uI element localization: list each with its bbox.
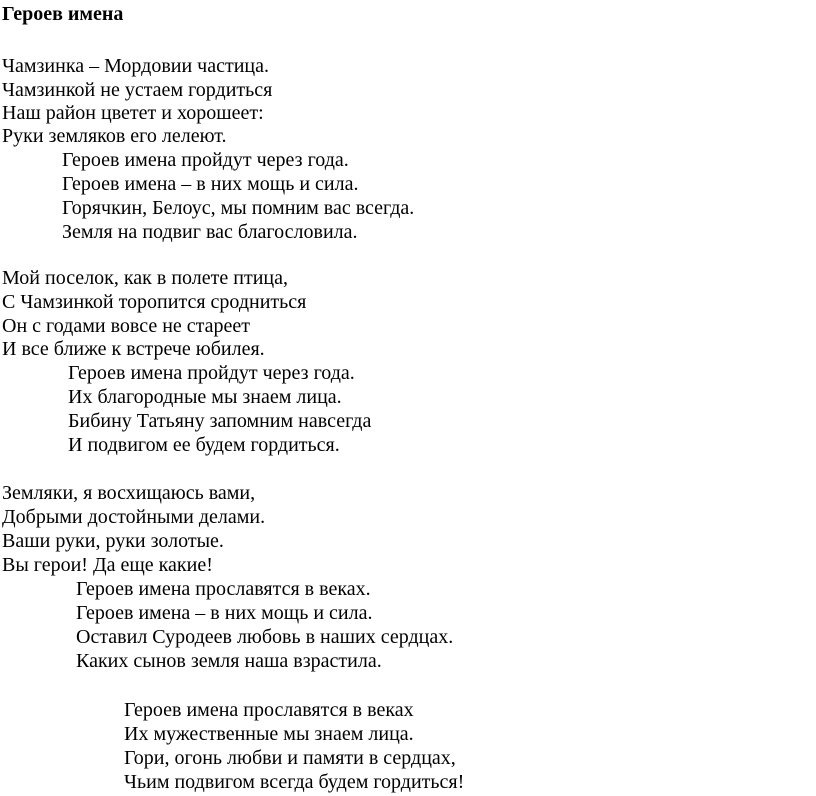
- stanza-2-line-1: Мой поселок, как в полете птица,: [2, 267, 288, 289]
- stanza-1-line-1: Чамзинка – Мордовии частица.: [2, 55, 270, 77]
- stanza-1-refrain-3: Горячкин, Белоус, мы помним вас всегда.: [62, 197, 415, 219]
- stanza-1-refrain-1: Героев имена пройдут через года.: [62, 149, 349, 171]
- stanza-1-refrain-4: Земля на подвиг вас благословила.: [62, 221, 358, 243]
- stanza-2-refrain-1: Героев имена пройдут через года.: [68, 362, 355, 384]
- stanza-4-refrain-1: Героев имена прославятся в веках: [124, 699, 414, 721]
- stanza-1-line-2: Чамзинкой не устаем гордиться: [2, 79, 273, 101]
- stanza-1-line-4: Руки земляков его лелеют.: [2, 125, 227, 147]
- stanza-3-refrain-4: Каких сынов земля наша взрастила.: [76, 650, 382, 672]
- stanza-2-refrain-2: Их благородные мы знаем лица.: [68, 386, 342, 408]
- stanza-3-refrain-3: Оставил Суродеев любовь в наших сердцах.: [76, 626, 454, 648]
- stanza-2-refrain-4: И подвигом ее будем гордиться.: [68, 434, 340, 456]
- stanza-3-line-3: Ваши руки, руки золотые.: [2, 530, 224, 552]
- stanza-1-refrain-2: Героев имена – в них мощь и сила.: [62, 173, 359, 195]
- stanza-4-refrain-4: Чьим подвигом всегда будем гордиться!: [124, 771, 465, 793]
- stanza-3-line-1: Земляки, я восхищаюсь вами,: [2, 482, 256, 504]
- poem-title: Героев имена: [2, 3, 124, 25]
- stanza-2-line-2: С Чамзинкой торопится сродниться: [2, 291, 307, 313]
- stanza-4-refrain-2: Их мужественные мы знаем лица.: [124, 723, 414, 745]
- stanza-1-line-3: Наш район цветет и хорошеет:: [2, 102, 264, 124]
- stanza-3-line-2: Добрыми достойными делами.: [2, 506, 266, 528]
- stanza-4-refrain-3: Гори, огонь любви и памяти в сердцах,: [124, 747, 456, 769]
- stanza-2-line-4: И все ближе к встрече юбилея.: [2, 338, 265, 360]
- stanza-3-refrain-2: Героев имена – в них мощь и сила.: [76, 602, 373, 624]
- stanza-2-line-3: Он с годами вовсе не стареет: [2, 315, 251, 337]
- stanza-3-refrain-1: Героев имена прославятся в веках.: [76, 578, 371, 600]
- stanza-3-line-4: Вы герои! Да еще какие!: [2, 554, 213, 576]
- stanza-2-refrain-3: Бибину Татьяну запомним навсегда: [68, 410, 372, 432]
